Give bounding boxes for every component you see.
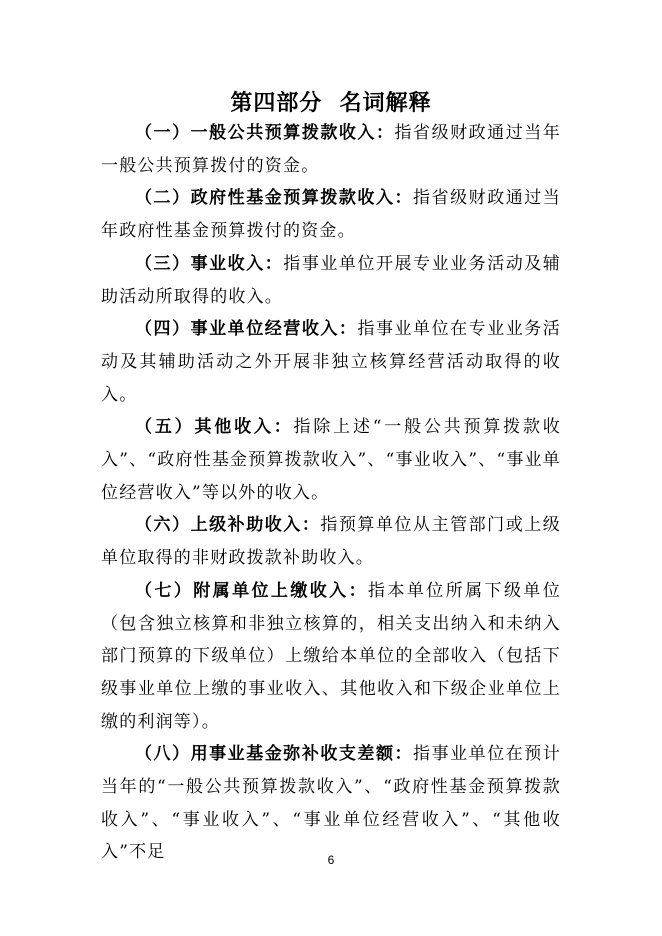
definition-term: （七）附属单位上缴收入： bbox=[135, 580, 369, 601]
definition-term: （三）事业收入： bbox=[135, 253, 284, 274]
definition-text: 指省级财政通过当年政府性基金预算拨付的资金。 bbox=[101, 188, 561, 242]
definition-term: （六）上级补助收入： bbox=[135, 515, 321, 536]
definition-text: 指事业单位在专业业务活动及其辅助活动之外开展非独立核算经营活动取得的收入。 bbox=[101, 319, 561, 405]
definition-term: （五）其他收入： bbox=[135, 417, 294, 438]
definition-term: （一）一般公共预算拨款收入： bbox=[135, 123, 395, 143]
page-number: 6 bbox=[327, 853, 335, 867]
definition-text: 指本单位所属下级单位（包含独立核算和非独立核算的，相关支出纳入和未纳入部门预算的下级单位）上缴给本单位的全部收入（包括下级事业单位上缴的事业收入、其他收入和下级企业单位上缴的利润等）。 bbox=[101, 580, 561, 732]
definition-text: 指除上述“一般公共预算拨款收入”、“政府性基金预算拨款收入”、“事业收入”、“事业单位经营收入”等以外的收入。 bbox=[101, 417, 561, 503]
definition-paragraph bbox=[101, 738, 561, 869]
definition-paragraph bbox=[101, 509, 561, 574]
definition-paragraph bbox=[101, 182, 561, 247]
definition-text: 指省级财政通过当年一般公共预算拨付的资金。 bbox=[101, 123, 561, 176]
definition-term: （四）事业单位经营收入： bbox=[135, 319, 358, 340]
definition-text: 指预算单位从主管部门或上级单位取得的非财政拨款补助收入。 bbox=[101, 515, 561, 569]
definition-paragraph bbox=[101, 575, 561, 739]
definition-text: 指事业单位在预计当年的“一般公共预算拨款收入”、“政府性基金预算拨款收入”、“事业收入”、“事业单位经营收入”、“其他收入”不足 bbox=[101, 744, 561, 863]
definition-term: （八）用事业基金弥补收支差额： bbox=[135, 744, 414, 765]
definition-term: （二）政府性基金预算拨款收入： bbox=[135, 188, 414, 209]
definition-text: 指事业单位开展专业业务活动及辅助活动所取得的收入。 bbox=[101, 253, 561, 307]
definition-paragraph bbox=[101, 248, 561, 313]
definitions-list bbox=[101, 117, 561, 869]
definition-paragraph bbox=[101, 411, 561, 509]
definition-paragraph bbox=[101, 117, 561, 182]
page-title: 第四部分 名词解释 bbox=[230, 91, 432, 116]
definition-paragraph bbox=[101, 313, 561, 411]
